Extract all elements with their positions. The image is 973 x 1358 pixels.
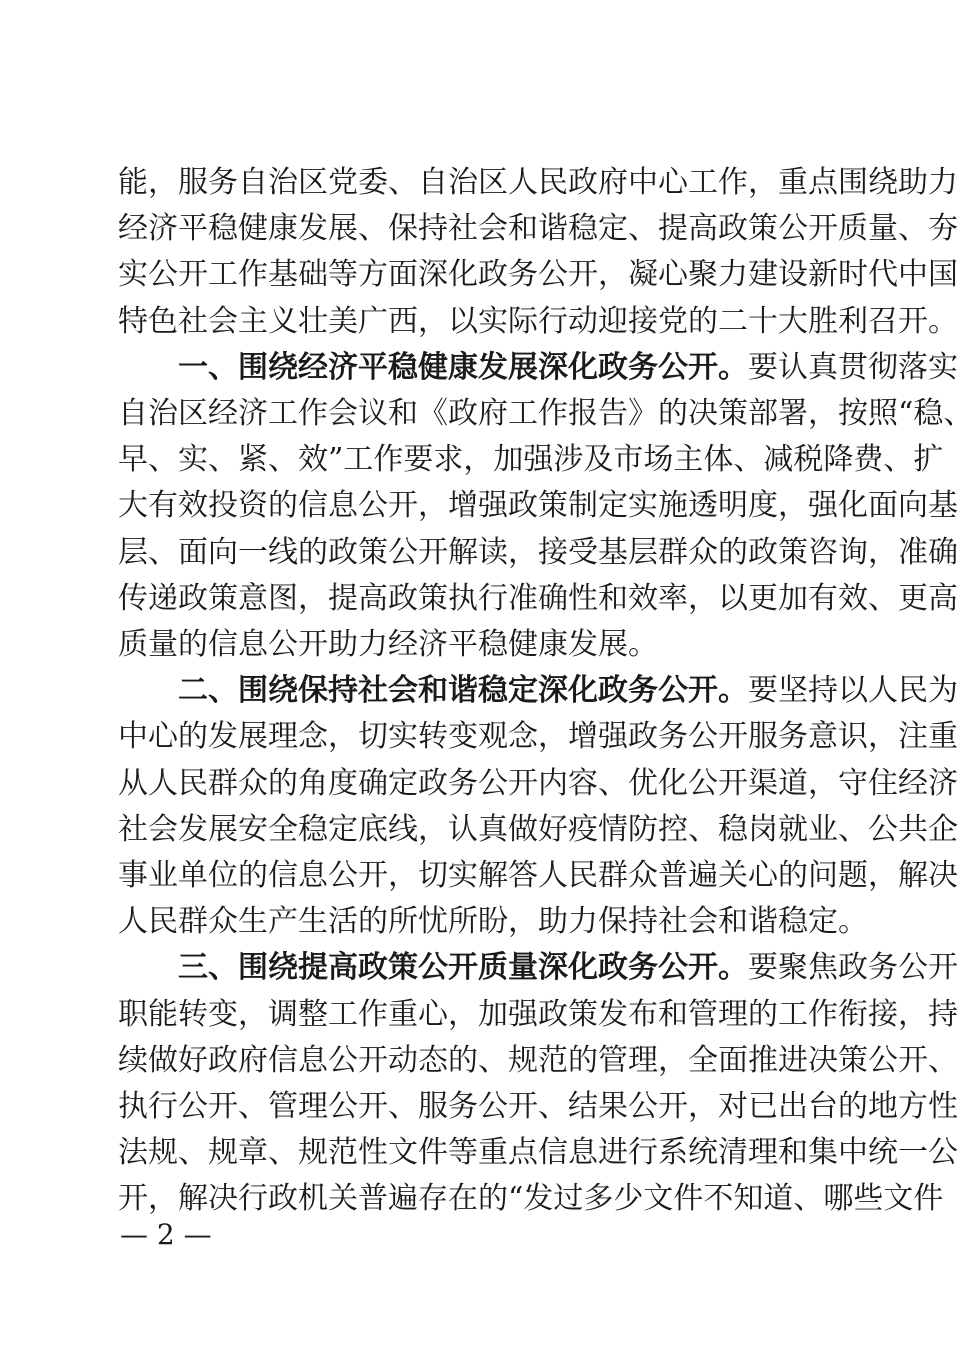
section-heading: 一、围绕经济平稳健康发展深化政务公开。 bbox=[178, 349, 748, 385]
body-line: 职能转变，调整工作重心，加强政策发布和管理的工作衔接，持 bbox=[118, 996, 958, 1032]
body-line: 实公开工作基础等方面深化政务公开，凝心聚力建设新时代中国 bbox=[118, 257, 958, 293]
body-text: 要聚焦政务公开 bbox=[748, 950, 958, 986]
body-line: 传递政策意图，提高政策执行准确性和效率，以更加有效、更高 bbox=[118, 580, 958, 616]
body-line: 大有效投资的信息公开，增强政策制定实施透明度，强化面向基 bbox=[118, 488, 958, 524]
body-line: 质量的信息公开助力经济平稳健康发展。 bbox=[118, 627, 658, 662]
body-line: 社会发展安全稳定底线，认真做好疫情防控、稳岗就业、公共企 bbox=[118, 811, 958, 847]
body-line: 法规、规章、规范性文件等重点信息进行系统清理和集中统一公 bbox=[118, 1135, 958, 1171]
body-line: 执行公开、管理公开、服务公开、结果公开，对已出台的地方性 bbox=[118, 1089, 958, 1124]
body-line: 早、实、紧、效”工作要求，加强涉及市场主体、减税降费、扩 bbox=[118, 442, 944, 478]
body-text: 要坚持以人民为 bbox=[748, 673, 958, 709]
section-heading: 二、围绕保持社会和谐稳定深化政务公开。 bbox=[178, 673, 748, 709]
body-text: 要认真贯彻落实 bbox=[748, 349, 958, 385]
section-heading: 三、围绕提高政策公开质量深化政务公开。 bbox=[178, 950, 748, 986]
body-line: 事业单位的信息公开，切实解答人民群众普遍关心的问题，解决 bbox=[118, 858, 958, 893]
body-line: 能，服务自治区党委、自治区人民政府中心工作，重点围绕助力 bbox=[118, 165, 958, 200]
body-line: 经济平稳健康发展、保持社会和谐稳定、提高政策公开质量、夯 bbox=[118, 211, 958, 247]
page-number: — 2 — bbox=[120, 1218, 212, 1251]
body-line: 人民群众生产生活的所忧所盼，助力保持社会和谐稳定。 bbox=[118, 904, 868, 940]
body-line: 特色社会主义壮美广西，以实际行动迎接党的二十大胜利召开。 bbox=[118, 303, 958, 339]
body-line: 自治区经济工作会议和《政府工作报告》的决策部署，按照“稳、 bbox=[118, 396, 973, 431]
body-line: 层、面向一线的政策公开解读，接受基层群众的政策咨询，准确 bbox=[118, 534, 958, 570]
body-line: 中心的发展理念，切实转变观念，增强政务公开服务意识，注重 bbox=[118, 719, 958, 755]
body-line: 续做好政府信息公开动态的、规范的管理，全面推进决策公开、 bbox=[118, 1042, 958, 1078]
body-line: 开，解决行政机关普遍存在的“发过多少文件不知道、哪些文件 bbox=[118, 1181, 944, 1217]
body-line: 从人民群众的角度确定政务公开内容、优化公开渠道，守住经济 bbox=[118, 765, 958, 801]
